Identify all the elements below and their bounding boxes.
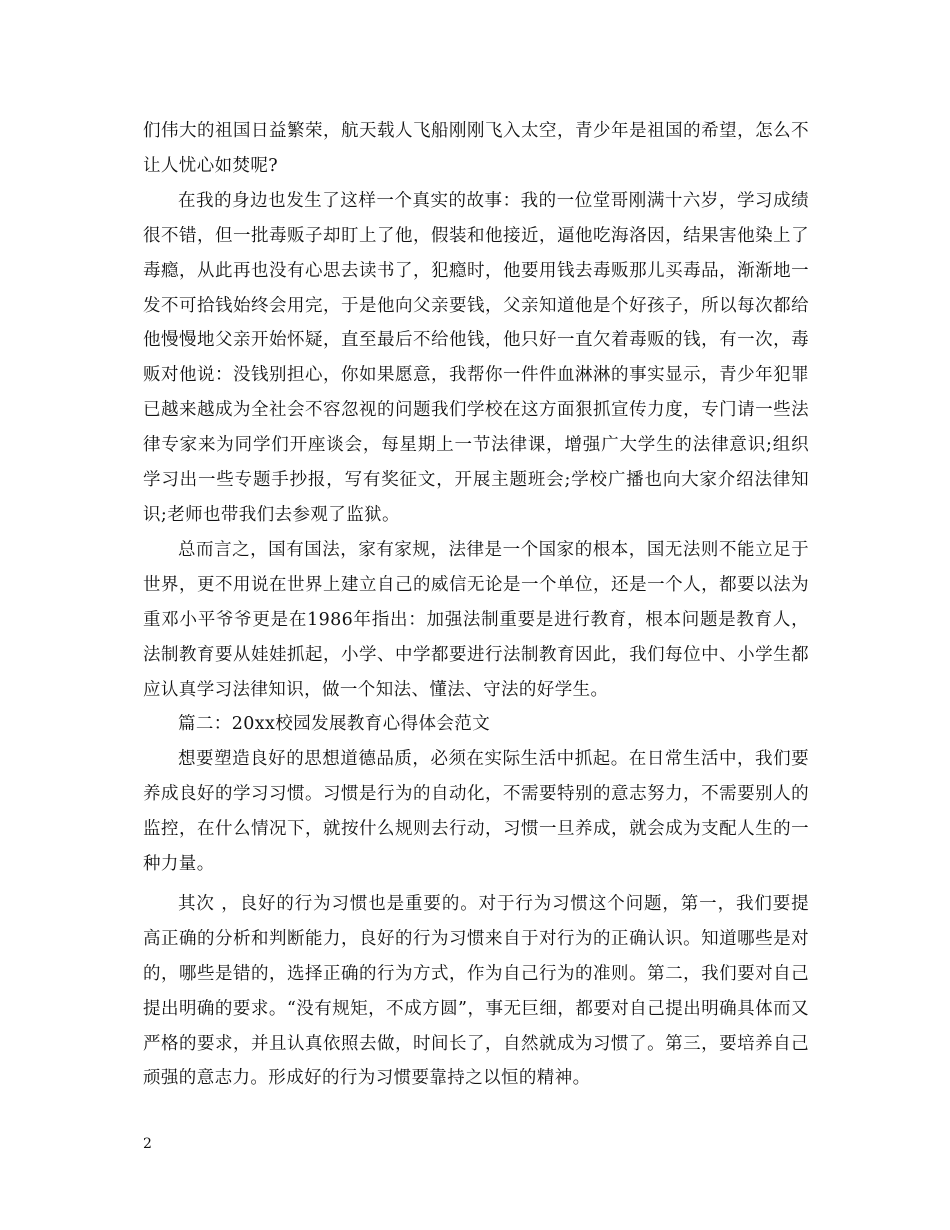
paragraph-story: 在我的身边也发生了这样一个真实的故事：我的一位堂哥刚满十六岁，学习成绩很不错，但一批毒贩子却盯上了他，假装和他接近，逼他吃海洛因，结果害他染上了毒瘾，从此再也没有心思去读书了，犯瘾时，他要用钱去毒贩那儿买毒品，渐渐地一发不可拾钱始终会用完，于是他向父亲要钱，父亲知道他是个好孩子，所以每次都给他慢慢地父亲开始怀疑，直至最后不给他钱，他只好一直欠着毒贩的钱，有一次，毒贩对他说：没钱别担心，你如果愿意，我帮你一件件血淋淋的事实显示，青少年犯罪已越来越成为全社会不容忽视的问题我们学校在这方面狠抓宣传力度，专门请一些法律专家来为同学们开座谈会，每星期上一节法律课，增强广大学生的法律意识;组织学习出一些专题手抄报，写有奖征文，开展主题班会;学校广播也向大家介绍法律知识;老师也带我们去参观了监狱。	[143, 190, 809, 525]
paragraph-continuation: 们伟大的祖国日益繁荣，航天载人飞船刚刚飞入太空，青少年是祖国的希望，怎么不让人忧心如焚呢?	[143, 121, 809, 176]
paragraph-behavior-habits: 其次 ，良好的行为习惯也是重要的。对于行为习惯这个问题，第一，我们要提高正确的分析和判断能力，良好的行为习惯来自于对行为的正确认识。知道哪些是对的，哪些是错的，选择正确的行为方式，作为自己行为的准则。第二，我们要对自己提出明确的要求。“没有规矩，不成方圆”，事无巨细，都要对自己提出明确具体而又严格的要求，并且认真依照去做，时间长了，自然就成为习惯了。第三，要培养自己顽强的意志力。形成好的行为习惯要靠持之以恒的精神。	[143, 893, 809, 1089]
document-body	[143, 114, 809, 1096]
paragraph-conclusion: 总而言之，国有国法，家有家规，法律是一个国家的根本，国无法则不能立足于世界，更不用说在世界上建立自己的威信无论是一个单位，还是一个人，都要以法为重邓小平爷爷更是在1986年指出：加强法制重要是进行教育，根本问题是教育人，法制教育要从娃娃抓起，小学、中学都要进行法制教育因此，我们每位中、小学生都应认真学习法律知识，做一个知法、懂法、守法的好学生。	[143, 539, 809, 700]
page-number: 2	[143, 1136, 152, 1152]
section-heading: 篇二：20xx校园发展教育心得体会范文	[178, 714, 491, 735]
paragraph-moral-quality: 想要塑造良好的思想道德品质，必须在实际生活中抓起。在日常生活中，我们要养成良好的学习习惯。习惯是行为的自动化，不需要特别的意志努力，不需要别人的监控，在什么情况下，就按什么规则去行动，习惯一旦养成，就会成为支配人生的一种力量。	[143, 749, 809, 875]
